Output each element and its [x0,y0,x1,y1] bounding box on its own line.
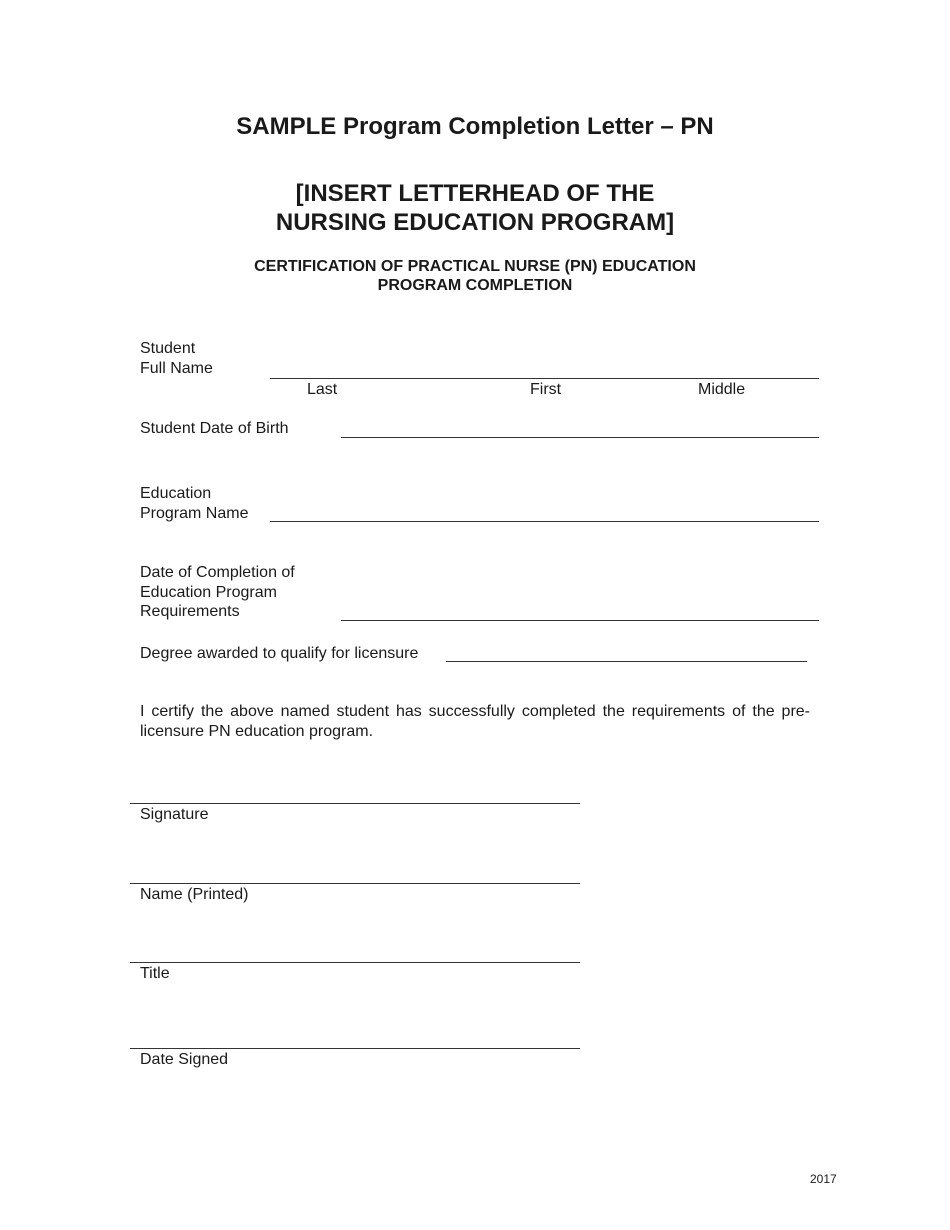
program-name-label: Education Program Name [140,485,249,522]
completion-date-field[interactable] [341,620,819,621]
certification-statement: I certify the above named student has successfully completed the requirements of the pre-licensure PN education program. [140,703,810,740]
certification-heading [0,257,950,295]
printed-name-label: Name (Printed) [140,886,249,903]
student-name-label: Student Full Name [140,340,213,377]
title-line[interactable] [130,962,580,963]
letterhead-line-1: [INSERT LETTERHEAD OF THE [295,180,655,207]
date-of-birth-label: Student Date of Birth [140,420,289,437]
degree-label: Degree awarded to qualify for licensure [140,645,419,662]
completion-date-label: Date of Completion of Education Program Requirements [140,564,295,620]
degree-field[interactable] [446,661,807,662]
title-label: Title [140,965,170,982]
page-title: SAMPLE Program Completion Letter – PN [236,113,714,140]
date-signed-label: Date Signed [140,1051,229,1068]
middle-name-sublabel: Middle [698,381,746,398]
last-name-sublabel: Last [307,381,338,398]
letterhead-placeholder [0,179,950,237]
first-name-sublabel: First [530,381,562,398]
date-of-birth-field[interactable] [341,437,819,438]
printed-name-line[interactable] [130,883,580,884]
student-name-field[interactable] [270,378,819,379]
program-name-field[interactable] [270,521,819,522]
certification-heading-line-2: PROGRAM COMPLETION [377,277,573,294]
date-signed-line[interactable] [130,1048,580,1049]
letterhead-line-2: NURSING EDUCATION PROGRAM] [275,209,675,236]
signature-label: Signature [140,806,209,823]
signature-line[interactable] [130,803,580,804]
certification-heading-line-1: CERTIFICATION OF PRACTICAL NURSE (PN) EDUCATION [254,258,696,275]
footer-year: 2017 [810,1172,837,1186]
